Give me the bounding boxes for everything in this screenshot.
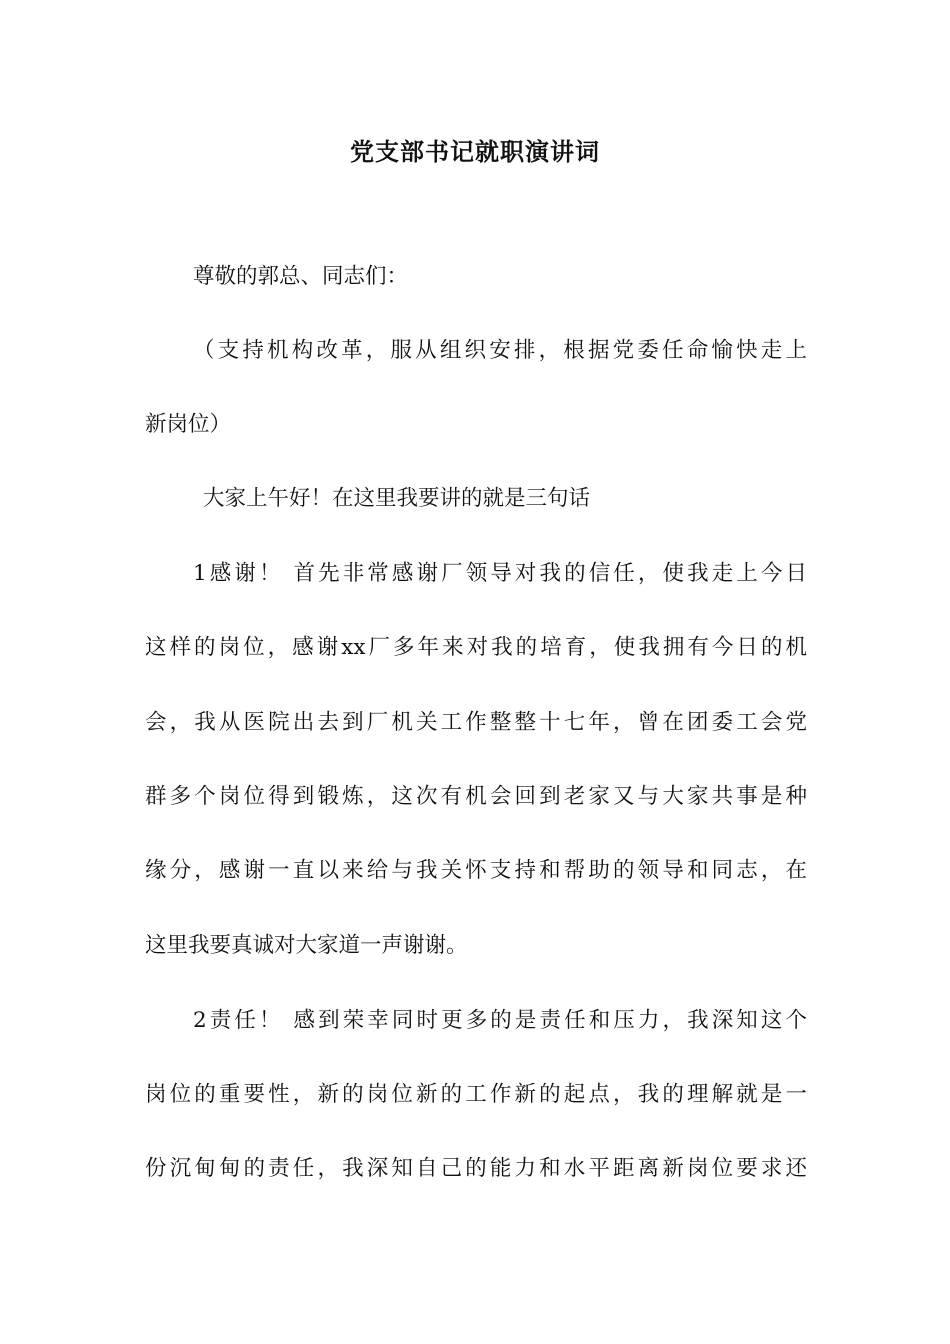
paragraph-line: 缘分，感谢一直以来给与我关怀支持和帮助的领导和同志，在 xyxy=(145,858,807,883)
paragraph-line: 份沉甸甸的责任，我深知自己的能力和水平距离新岗位要求还 xyxy=(145,1156,807,1181)
paragraph-line: （支持机构改革，服从组织安排，根据党委任命愉快走上 xyxy=(193,338,807,363)
paragraph-line: 新岗位） xyxy=(145,412,232,437)
paragraph-line: 1感谢！ 首先非常感谢厂领导对我的信任，使我走上今日 xyxy=(193,561,807,586)
paragraph-line: 这样的岗位，感谢xx厂多年来对我的培育，使我拥有今日的机 xyxy=(145,635,807,660)
salutation-line: 尊敬的郭总、同志们： xyxy=(193,264,409,289)
paragraph-line: 群多个岗位得到锻炼，这次有机会回到老家又与大家共事是种 xyxy=(145,784,807,809)
paragraph-line: 这里我要真诚对大家道一声谢谢。 xyxy=(145,933,468,958)
paragraph-line: 大家上午好！在这里我要讲的就是三句话 xyxy=(203,486,591,511)
paragraph-line: 会，我从医院出去到厂机关工作整整十七年，曾在团委工会党 xyxy=(145,710,807,735)
document-title: 党支部书记就职演讲词 xyxy=(350,137,600,166)
paragraph-line: 2责任！ 感到荣幸同时更多的是责任和压力，我深知这个 xyxy=(193,1008,807,1033)
paragraph-line: 岗位的重要性，新的岗位新的工作新的起点，我的理解就是一 xyxy=(145,1082,807,1107)
